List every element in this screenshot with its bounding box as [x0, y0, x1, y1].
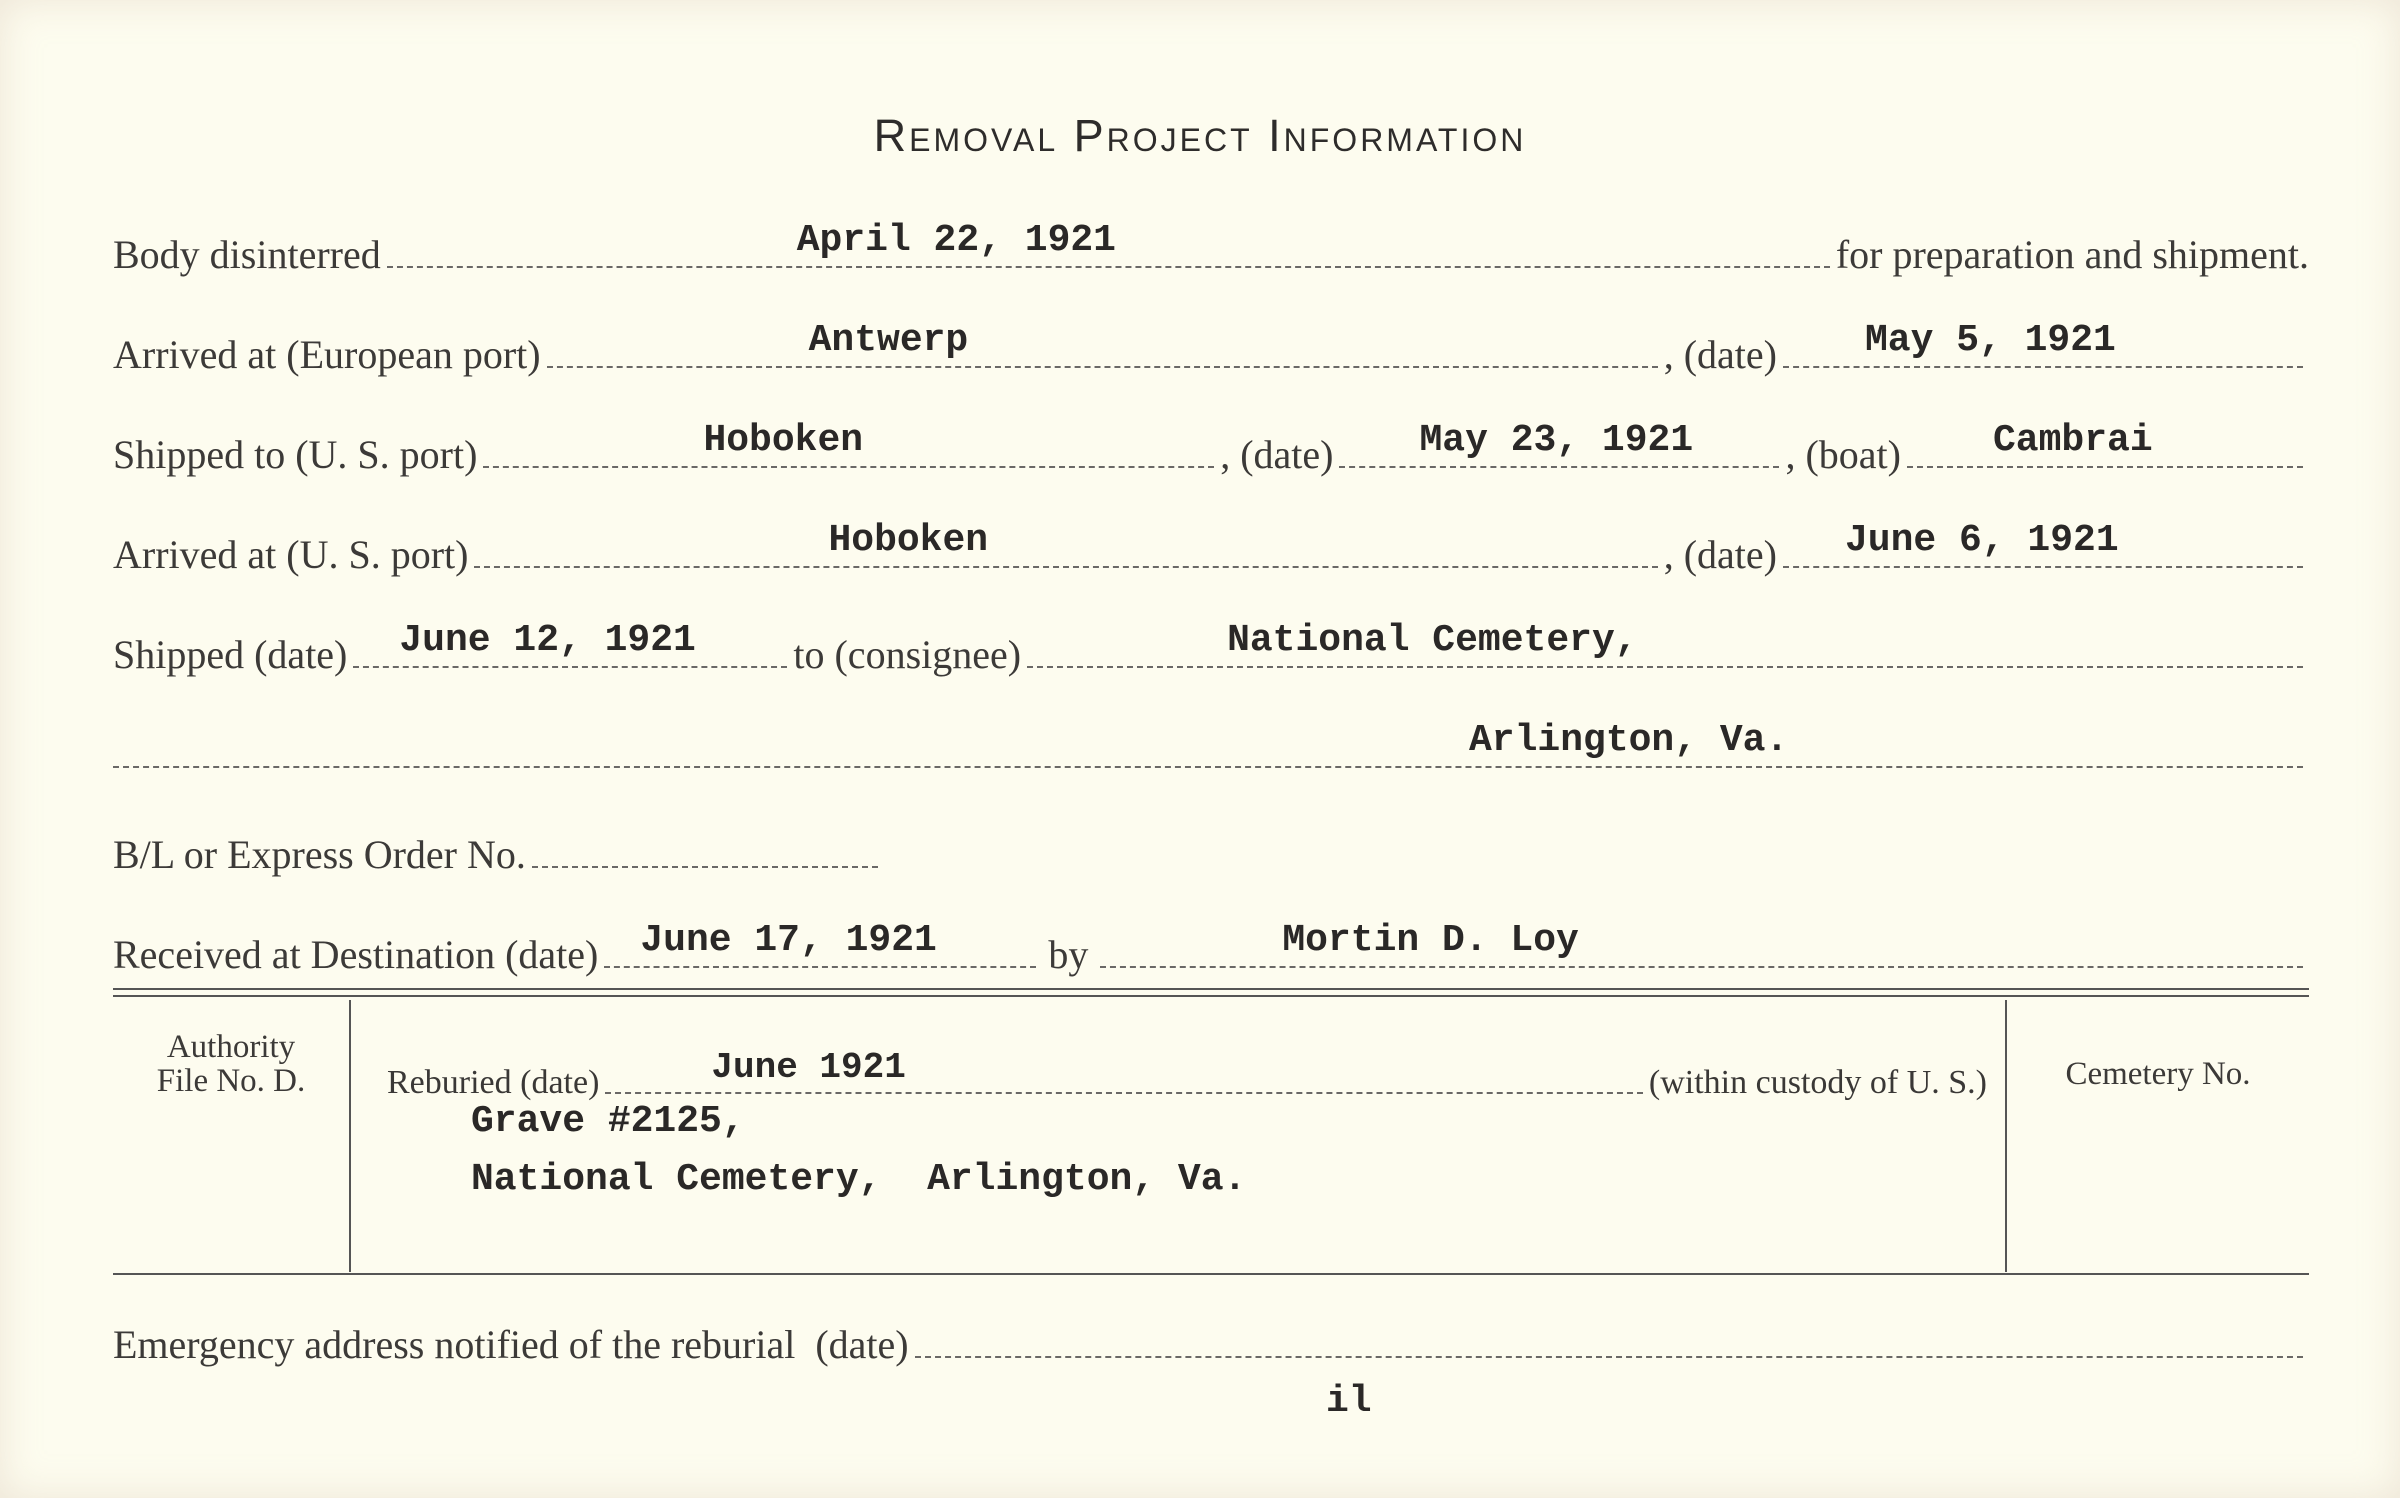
consignee-value: National Cemetery, [1227, 619, 1638, 662]
arrived-us-value: Hoboken [828, 519, 989, 562]
row-shipped [113, 600, 2309, 680]
arrived-us-date: June 6, 1921 [1845, 519, 2119, 562]
emergency-field [915, 1300, 2303, 1358]
arrived-european-date-label: , (date) [1663, 332, 1777, 377]
row-arrived-european [113, 300, 2309, 380]
bl-field [532, 810, 878, 868]
consignee-line2-field [113, 710, 2303, 768]
row-shipped-us [113, 400, 2309, 480]
disinterred-value: April 22, 1921 [796, 219, 1116, 262]
row-bl [113, 800, 2309, 880]
received-by: Mortin D. Loy [1282, 919, 1579, 962]
reburied-date-field [605, 1048, 1643, 1094]
form-title: Removal Project Information [873, 110, 1527, 161]
row-disinterred [113, 200, 2309, 280]
authority-line2: File No. D. [156, 1063, 306, 1099]
arrived-us-date-field [1783, 510, 2303, 568]
shipped-us-field [483, 410, 1214, 468]
received-date: June 17, 1921 [640, 919, 937, 962]
emergency-label: Emergency address notified of the reburial (date) [113, 1322, 909, 1367]
shipped-date: June 12, 1921 [399, 619, 696, 662]
shipped-us-date: May 23, 1921 [1419, 419, 1694, 462]
arrived-european-label: Arrived at (European port) [113, 332, 541, 377]
received-label: Received at Destination (date) [113, 932, 599, 977]
received-by-label: by [1048, 932, 1089, 977]
row-received [113, 900, 2309, 980]
consignee-field [1027, 610, 2303, 668]
cemetery-no-cell [2007, 1000, 2309, 1272]
box-top-rule [113, 988, 2309, 990]
shipped-label: Shipped (date) [113, 632, 348, 677]
shipped-date-field [353, 610, 787, 668]
arrived-us-label: Arrived at (U. S. port) [113, 532, 469, 577]
received-date-field [604, 910, 1036, 968]
shipped-us-value: Hoboken [703, 419, 864, 462]
arrived-european-field [547, 310, 1658, 368]
arrived-european-value: Antwerp [808, 319, 969, 362]
received-by-field [1100, 910, 2303, 968]
shipped-us-label: Shipped to (U. S. port) [113, 432, 478, 477]
reburial-cell [351, 1000, 2007, 1272]
arrived-us-date-label: , (date) [1663, 532, 1777, 577]
footer-mark: il [1326, 1380, 1372, 1423]
reburied-label: Reburied (date) [387, 1064, 600, 1101]
shipped-us-boat-label: , (boat) [1785, 432, 1901, 477]
authority-line1: Authority [166, 1029, 296, 1065]
arrived-european-date: May 5, 1921 [1865, 319, 2116, 362]
row-arrived-us [113, 500, 2309, 580]
row-consignee-line2 [113, 700, 2309, 780]
consignee-line2-value: Arlington, Va. [1469, 719, 1789, 762]
shipped-us-boat: Cambrai [1993, 419, 2153, 462]
box-bottom-rule [113, 1273, 2309, 1275]
shipped-us-date-label: , (date) [1220, 432, 1334, 477]
disinterred-field [387, 210, 1830, 268]
arrived-european-date-field [1783, 310, 2303, 368]
custody-note: (within custody of U. S.) [1648, 1064, 1987, 1101]
cemetery-no-label: Cemetery No. [2065, 1056, 2251, 1092]
arrived-us-field [474, 510, 1657, 568]
box-top-rule-2 [113, 995, 2309, 997]
grave-line2: National Cemetery, Arlington, Va. [471, 1158, 1247, 1201]
consignee-label: to (consignee) [793, 632, 1022, 677]
authority-cell [113, 1000, 351, 1272]
disinterred-suffix: for preparation and shipment. [1835, 232, 2309, 277]
row-emergency [113, 1290, 2309, 1370]
grave-line1: Grave #2125, [471, 1100, 745, 1143]
reburied-date: June 1921 [711, 1047, 906, 1088]
disinterred-label: Body disinterred [113, 232, 381, 277]
shipped-us-date-field [1339, 410, 1779, 468]
shipped-us-boat-field [1907, 410, 2303, 468]
bl-label: B/L or Express Order No. [113, 832, 526, 877]
